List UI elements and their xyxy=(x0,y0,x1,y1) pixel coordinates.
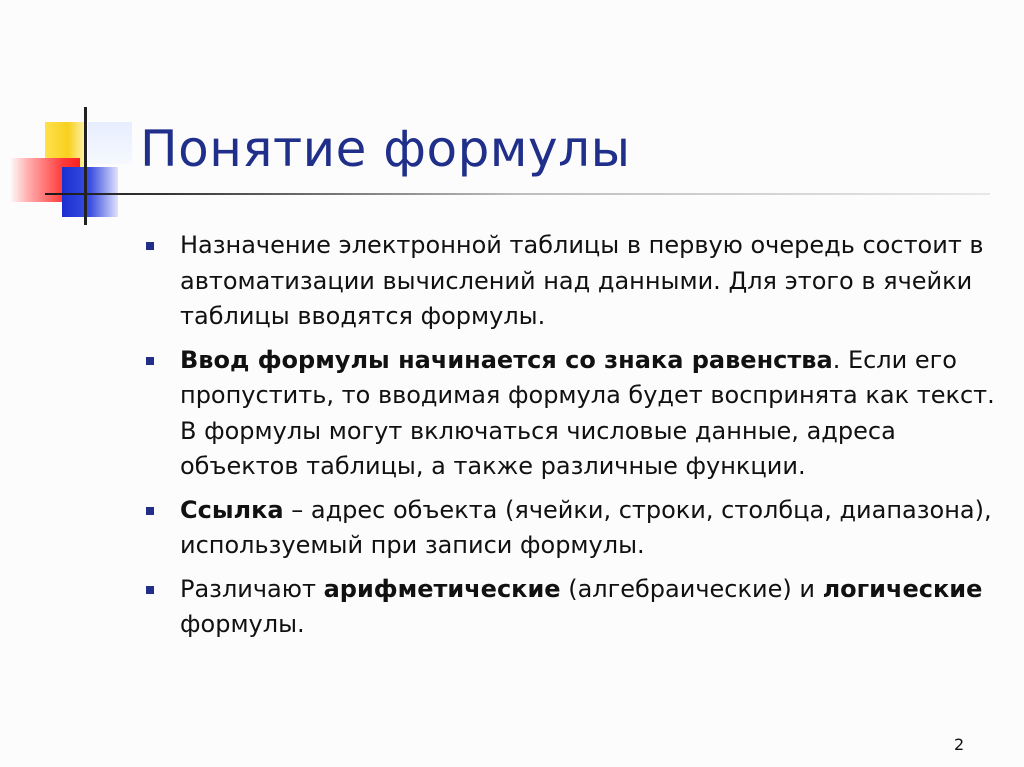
bullet-text: формулы. xyxy=(180,610,305,638)
bullet-square-icon xyxy=(146,242,154,250)
bullet-text: . Если его пропустить, то вводимая формула будет воспринята как текст. В формулы могут включаться числовые данные, адреса объектов таблицы, а также различные функции. xyxy=(180,345,995,480)
bullet-item xyxy=(140,572,1000,643)
bullet-square-icon xyxy=(146,357,154,365)
bullet-text: Различают xyxy=(180,574,324,603)
bullet-item xyxy=(140,228,1000,335)
title-underline xyxy=(45,193,990,195)
vertical-line xyxy=(84,107,87,225)
bullet-item xyxy=(140,493,1000,564)
bullet-square-icon xyxy=(146,507,154,515)
page-number: 2 xyxy=(954,735,965,754)
bold-term: логические xyxy=(822,574,983,603)
blue-square xyxy=(62,167,118,217)
bullet-text: (алгебраические) и xyxy=(560,574,823,603)
bold-term: Ввод формулы начинается со знака равенства xyxy=(180,345,833,374)
bullet-list xyxy=(140,228,1000,651)
bullet-square-icon xyxy=(146,586,154,594)
bullet-item xyxy=(140,343,1000,485)
bullet-text: Назначение электронной таблицы в первую очередь состоит в автоматизации вычислений над данными. Для этого в ячейки таблицы вводятся формулы. xyxy=(180,231,984,330)
decorative-logo xyxy=(0,0,140,230)
bold-term: арифметические xyxy=(323,574,561,603)
slide-title: Понятие формулы xyxy=(140,120,631,178)
light-blue-square xyxy=(88,122,132,164)
bold-term: Ссылка xyxy=(180,495,284,524)
bullet-text: – адрес объекта (ячейки, строки, столбца, диапазона), используемый при записи формулы. xyxy=(180,495,992,559)
